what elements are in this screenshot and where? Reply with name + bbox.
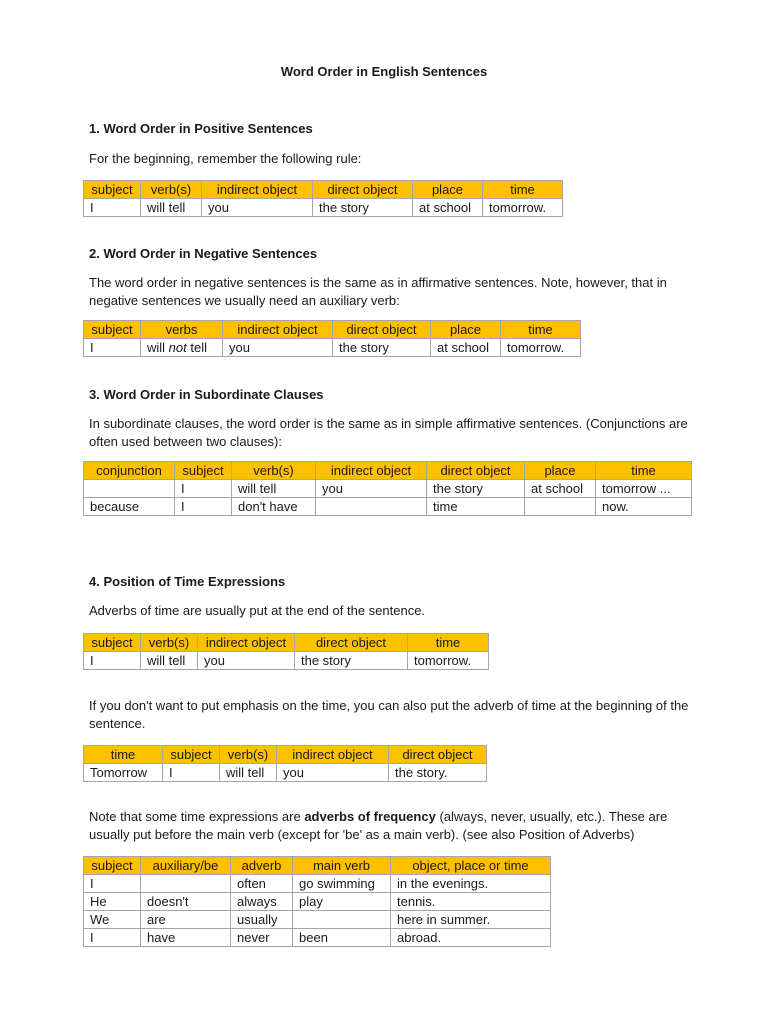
table-row	[84, 893, 551, 911]
header-cell: place	[431, 321, 501, 339]
table-cell: you	[198, 652, 295, 670]
section-4-heading: 4. Position of Time Expressions	[89, 574, 286, 589]
header-cell: place	[525, 462, 596, 480]
table-row	[84, 199, 563, 217]
table-cell: the story	[295, 652, 408, 670]
table-cell: time	[427, 498, 525, 516]
table-cell	[293, 911, 391, 929]
subordinate-clause-table	[83, 461, 692, 516]
document-title: Word Order in English Sentences	[280, 64, 488, 79]
table-cell: Tomorrow	[84, 764, 163, 782]
section-1-intro: For the beginning, remember the following rule:	[89, 151, 362, 166]
table-cell: will tell	[220, 764, 277, 782]
table-cell: tomorrow.	[483, 199, 563, 217]
table-header-row	[84, 634, 489, 652]
header-cell: verbs	[141, 321, 223, 339]
header-cell: direct object	[389, 746, 487, 764]
verb-text: tell	[186, 339, 207, 355]
section-3-text: In subordinate clauses, the word order is the same as in simple affirmative sentences. (Conjunctions are often used between two clauses):	[89, 416, 688, 449]
table-cell: will tell	[232, 480, 316, 498]
table-header-row	[84, 321, 581, 339]
section-4-text-2: If you don't want to put emphasis on the time, you can also put the adverb of time at the beginning of the sentence.	[89, 698, 689, 731]
section-1-heading: 1. Word Order in Positive Sentences	[89, 121, 313, 136]
header-cell: indirect object	[223, 321, 333, 339]
table-header-row	[84, 462, 692, 480]
table-row	[84, 498, 692, 516]
table-cell: often	[231, 875, 293, 893]
header-cell: time	[501, 321, 581, 339]
table-cell: abroad.	[391, 929, 551, 947]
header-cell: object, place or time	[391, 857, 551, 875]
table-cell: tomorrow.	[501, 339, 581, 357]
table-cell: are	[141, 911, 231, 929]
header-cell: time	[408, 634, 489, 652]
table-cell: play	[293, 893, 391, 911]
text-segment: Note that some time expressions are	[89, 809, 305, 824]
table-cell: here in summer.	[391, 911, 551, 929]
table-cell: never	[231, 929, 293, 947]
table-cell: will tell	[141, 199, 202, 217]
header-cell: subject	[84, 857, 141, 875]
table-cell: tennis.	[391, 893, 551, 911]
time-start-table	[83, 745, 487, 782]
negation-word: not	[168, 339, 187, 355]
table-row	[84, 911, 551, 929]
table-cell: He	[84, 893, 141, 911]
table-cell	[316, 498, 427, 516]
table-row	[84, 339, 581, 357]
table-cell: I	[163, 764, 220, 782]
header-cell: subject	[163, 746, 220, 764]
table-row	[84, 480, 692, 498]
header-cell: conjunction	[84, 462, 175, 480]
table-cell: been	[293, 929, 391, 947]
table-row	[84, 764, 487, 782]
table-cell	[141, 875, 231, 893]
section-4-text-3	[89, 808, 709, 844]
table-header-row	[84, 181, 563, 199]
table-cell	[525, 498, 596, 516]
text-segment: (always, never, usually, etc.). These are usually put before the main verb (except for 'be' as a main verb). (see also Position of Adverbs)	[89, 809, 668, 842]
table-cell: the story	[427, 480, 525, 498]
header-cell: indirect object	[277, 746, 389, 764]
table-cell: I	[175, 498, 232, 516]
table-cell: at school	[413, 199, 483, 217]
header-cell: time	[483, 181, 563, 199]
table-cell: doesn't	[141, 893, 231, 911]
table-cell-verbs	[141, 339, 223, 357]
header-cell: verb(s)	[141, 634, 198, 652]
table-cell: I	[84, 929, 141, 947]
table-cell: I	[84, 652, 141, 670]
section-3-heading: 3. Word Order in Subordinate Clauses	[89, 387, 324, 402]
header-cell: place	[413, 181, 483, 199]
header-cell: main verb	[293, 857, 391, 875]
header-cell: direct object	[295, 634, 408, 652]
table-cell: I	[175, 480, 232, 498]
time-end-table	[83, 633, 489, 670]
table-row	[84, 929, 551, 947]
table-row	[84, 652, 489, 670]
table-header-row	[84, 746, 487, 764]
header-cell: auxiliary/be	[141, 857, 231, 875]
negative-sentence-table	[83, 320, 581, 357]
table-cell: will tell	[141, 652, 198, 670]
table-cell: tomorrow.	[408, 652, 489, 670]
table-cell: now.	[596, 498, 692, 516]
header-cell: indirect object	[316, 462, 427, 480]
table-cell: the story	[313, 199, 413, 217]
table-cell: usually	[231, 911, 293, 929]
header-cell: subject	[84, 321, 141, 339]
verb-text: will	[147, 339, 169, 355]
header-cell: verb(s)	[232, 462, 316, 480]
table-cell: in the evenings.	[391, 875, 551, 893]
table-cell: you	[202, 199, 313, 217]
section-2-text: The word order in negative sentences is the same as in affirmative sentences. Note, however, that in negative sentences we usually need an auxiliary verb:	[89, 275, 667, 308]
table-cell: you	[277, 764, 389, 782]
table-cell: go swimming	[293, 875, 391, 893]
header-cell: direct object	[427, 462, 525, 480]
table-cell: We	[84, 911, 141, 929]
header-cell: indirect object	[198, 634, 295, 652]
table-cell: the story	[333, 339, 431, 357]
header-cell: verb(s)	[141, 181, 202, 199]
header-cell: subject	[84, 634, 141, 652]
table-cell: always	[231, 893, 293, 911]
header-cell: indirect object	[202, 181, 313, 199]
frequency-adverbs-table	[83, 856, 551, 947]
header-cell: direct object	[313, 181, 413, 199]
table-row	[84, 875, 551, 893]
table-cell: you	[223, 339, 333, 357]
header-cell: subject	[175, 462, 232, 480]
table-cell	[84, 480, 175, 498]
table-cell: I	[84, 199, 141, 217]
header-cell: time	[84, 746, 163, 764]
table-cell: tomorrow ...	[596, 480, 692, 498]
table-cell: because	[84, 498, 175, 516]
table-header-row	[84, 857, 551, 875]
table-cell: I	[84, 339, 141, 357]
positive-sentence-table	[83, 180, 563, 217]
header-cell: verb(s)	[220, 746, 277, 764]
table-cell: the story.	[389, 764, 487, 782]
table-cell: have	[141, 929, 231, 947]
header-cell: subject	[84, 181, 141, 199]
emphasis-text: adverbs of frequency	[304, 809, 436, 824]
table-cell: at school	[525, 480, 596, 498]
table-cell: don't have	[232, 498, 316, 516]
section-4-intro: Adverbs of time are usually put at the end of the sentence.	[89, 603, 426, 618]
header-cell: time	[596, 462, 692, 480]
table-cell: I	[84, 875, 141, 893]
header-cell: adverb	[231, 857, 293, 875]
header-cell: direct object	[333, 321, 431, 339]
table-cell: you	[316, 480, 427, 498]
table-cell: at school	[431, 339, 501, 357]
section-2-heading: 2. Word Order in Negative Sentences	[89, 246, 318, 261]
